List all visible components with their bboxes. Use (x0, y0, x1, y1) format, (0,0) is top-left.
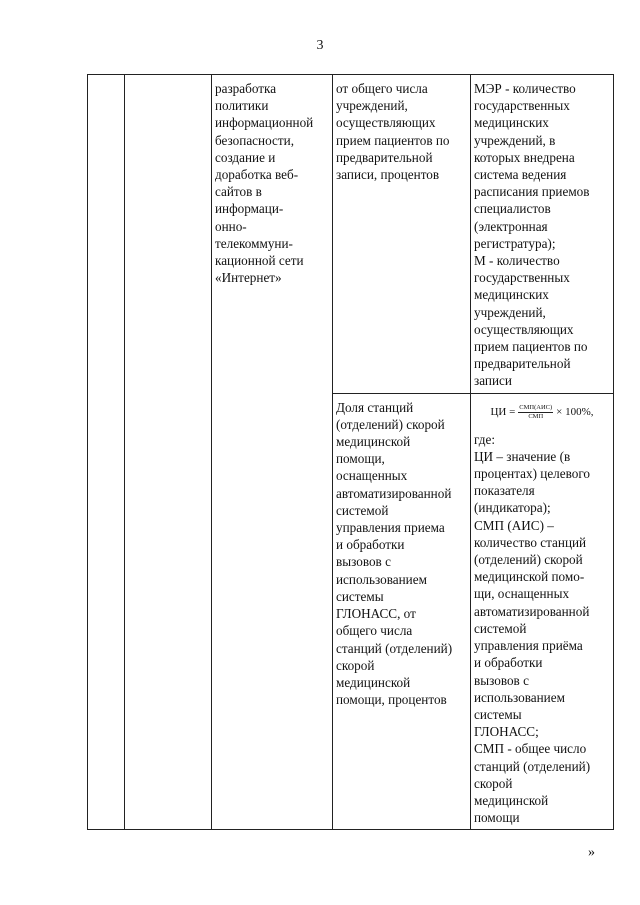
text-line: (отделений) скорой (336, 416, 445, 432)
formula-numerator: СМП(АИС) (519, 404, 553, 412)
text-line: (отделений) скорой (474, 552, 583, 568)
text-line: предварительной (474, 356, 571, 372)
text-line: медицинской (336, 434, 411, 450)
text-line: щи, оснащенных (474, 586, 570, 602)
text-line: прием пациентов по (336, 132, 450, 148)
text-line: которых внедрена (474, 149, 575, 165)
indicator-text (336, 399, 467, 709)
activity-text (215, 80, 329, 286)
text-line: автоматизированной (474, 603, 590, 619)
text-line: системой (474, 620, 527, 636)
text-line: помощи, (336, 451, 385, 467)
formula (474, 399, 610, 427)
text-line: предварительной (336, 149, 433, 165)
text-line: учреждений, (336, 98, 408, 114)
text-line: телекоммуни- (215, 235, 293, 251)
text-line: записи, процентов (336, 167, 440, 183)
text-line: медицинской (336, 674, 411, 690)
indicator-table (87, 74, 614, 830)
text-line: где: (474, 431, 495, 447)
text-line: использованием (336, 571, 427, 587)
text-line: записи (474, 373, 512, 389)
text-line: управления приема (336, 520, 445, 536)
text-line: разработка (215, 81, 277, 96)
table-row (88, 75, 614, 394)
text-line: помощи, процентов (336, 692, 447, 708)
text-line: (электронная (474, 218, 548, 234)
text-line: системой (336, 502, 389, 518)
text-line: скорой (474, 775, 513, 791)
text-line: Доля станций (336, 399, 414, 415)
empty-cell-col1 (88, 75, 125, 830)
text-line: системы (474, 706, 522, 722)
formula-fraction (518, 404, 553, 421)
text-line: показателя (474, 483, 535, 499)
text-line: учреждений, в (474, 132, 556, 148)
text-line: ГЛОНАСС, от (336, 606, 416, 622)
text-line: расписания приемов (474, 184, 590, 200)
text-line: прием пациентов по (474, 339, 588, 355)
text-line: системы (336, 588, 384, 604)
text-line: управления приёма (474, 638, 583, 654)
text-line: и обработки (474, 655, 543, 671)
text-line: М - количество (474, 253, 560, 269)
text-line: ЦИ – значение (в (474, 448, 571, 464)
empty-cell-col2 (125, 75, 212, 830)
text-line: регистратура); (474, 235, 556, 251)
text-line: доработка веб- (215, 167, 299, 183)
text-line: медицинских (474, 287, 549, 303)
text-line: количество станций (474, 534, 587, 550)
text-line: осуществляющих (474, 321, 574, 337)
text-line: использованием (474, 689, 565, 705)
text-line: СМП - общее число (474, 741, 587, 757)
text-line: станций (отделений) (474, 758, 591, 774)
text-line: (индикатора); (474, 500, 551, 516)
text-line: вызовов с (336, 554, 391, 570)
text-line: информационной (215, 115, 314, 131)
text-line: система ведения (474, 167, 567, 183)
indicator-cell (333, 393, 471, 830)
formula-rhs: × 100%, (556, 406, 594, 419)
text-line: специалистов (474, 201, 551, 217)
method-cell (471, 75, 614, 394)
text-line: государственных (474, 98, 570, 114)
method-text (474, 431, 610, 827)
text-line: сайтов в (215, 184, 262, 200)
text-line: станций (отделений) (336, 640, 453, 656)
formula-lhs: ЦИ = (490, 406, 516, 419)
text-line: ГЛОНАСС; (474, 724, 539, 740)
text-line: медицинской помо- (474, 569, 585, 585)
text-line: информаци- (215, 201, 284, 217)
text-line: государственных (474, 270, 570, 286)
text-line: создание и (215, 149, 276, 165)
indicator-text (336, 80, 467, 183)
text-line: безопасности, (215, 132, 294, 148)
activity-cell (212, 75, 333, 830)
text-line: процентах) целевого (474, 466, 591, 482)
formula-denominator: СМП (528, 413, 544, 421)
text-line: «Интернет» (215, 270, 282, 286)
text-line: политики (215, 98, 269, 114)
text-line: от общего числа (336, 81, 428, 96)
text-line: медицинских (474, 115, 549, 131)
text-line: скорой (336, 657, 375, 673)
method-text (474, 80, 610, 390)
text-line: учреждений, (474, 304, 546, 320)
text-line: вызовов с (474, 672, 529, 688)
text-line: оснащенных (336, 468, 408, 484)
text-line: кационной сети (215, 253, 304, 269)
text-line: помощи (474, 810, 520, 826)
text-line: МЭР - количество (474, 81, 576, 96)
text-line: медицинской (474, 792, 549, 808)
text-line: онно- (215, 218, 247, 234)
text-line: осуществляющих (336, 115, 436, 131)
text-line: автоматизированной (336, 485, 452, 501)
closing-quote: » (588, 845, 595, 860)
text-line: общего числа (336, 623, 413, 639)
text-line: и обработки (336, 537, 405, 553)
page-number: 3 (316, 38, 324, 53)
method-cell (471, 393, 614, 830)
indicator-cell (333, 75, 471, 394)
text-line: СМП (АИС) – (474, 517, 554, 533)
